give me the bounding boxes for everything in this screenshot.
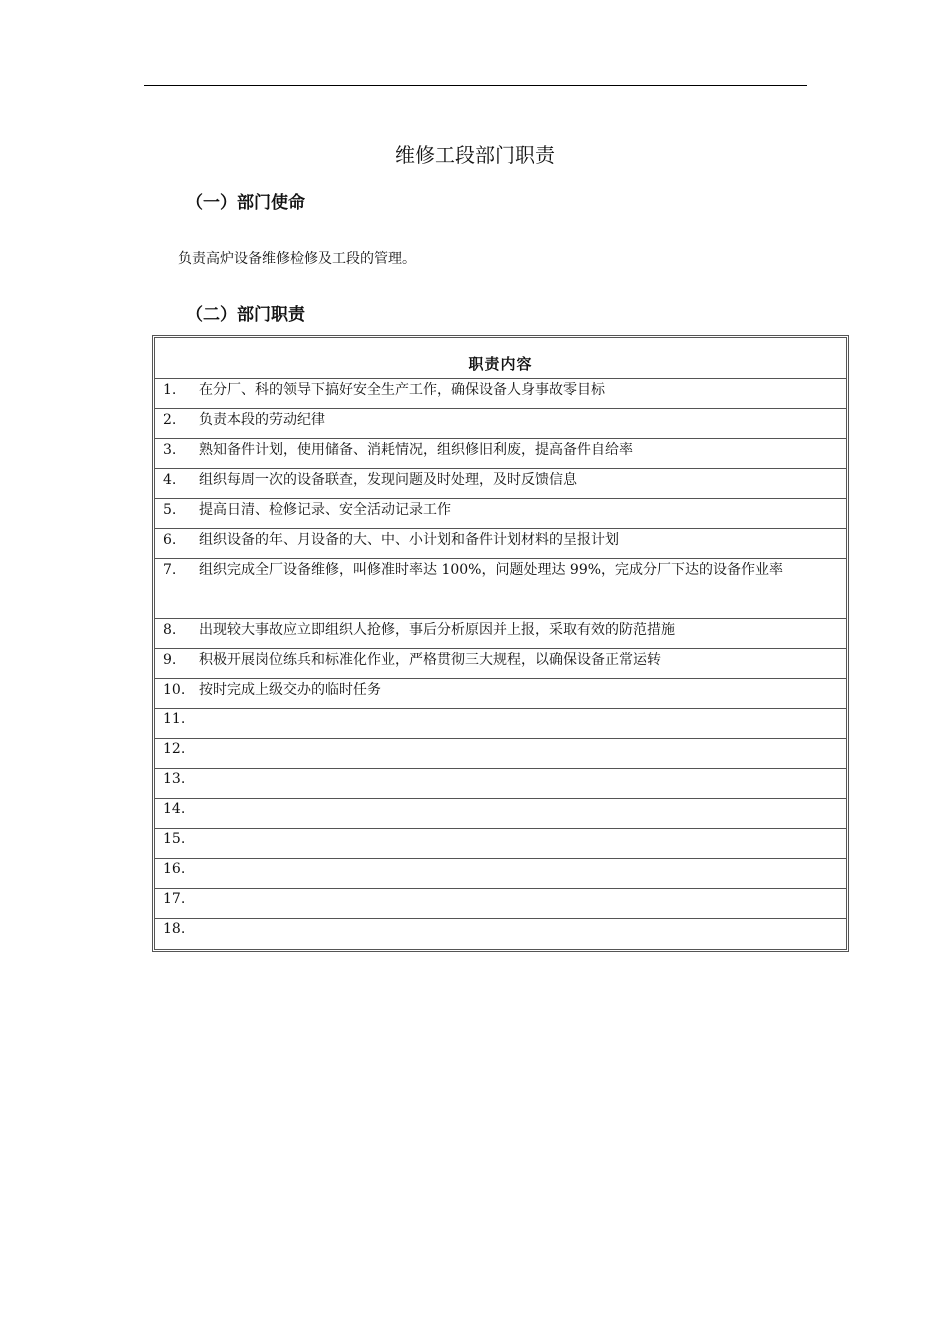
section-heading-mission: （一）部门使命 — [186, 193, 305, 213]
row-text: 组织设备的年、月设备的大、中、小计划和备件计划材料的呈报计划 — [199, 532, 619, 548]
row-text: 负责本段的劳动纪律 — [199, 412, 325, 428]
section-heading-duties: （二）部门职责 — [186, 305, 305, 325]
table-row — [155, 829, 846, 859]
table-row — [155, 529, 846, 559]
table-row — [155, 679, 846, 709]
row-text — [199, 829, 846, 858]
row-text: 积极开展岗位练兵和标准化作业，严格贯彻三大规程，以确保设备正常运转 — [199, 652, 661, 668]
row-text — [199, 739, 846, 768]
duty-table — [152, 335, 849, 952]
row-number: 6. — [163, 532, 177, 548]
row-number: 5. — [163, 502, 177, 518]
row-text — [199, 889, 846, 918]
table-row — [155, 619, 846, 649]
row-number: 3. — [163, 442, 177, 458]
row-number: 8. — [163, 622, 177, 638]
table-row — [155, 409, 846, 439]
row-text — [199, 769, 846, 798]
row-number: 4. — [163, 472, 177, 488]
row-text — [199, 859, 846, 888]
row-text — [199, 709, 846, 738]
table-row — [155, 889, 846, 919]
row-number: 15. — [163, 831, 186, 847]
row-text — [199, 919, 846, 949]
row-number: 9. — [163, 652, 177, 668]
row-number: 16. — [163, 861, 186, 877]
row-text — [199, 799, 846, 828]
table-row — [155, 739, 846, 769]
row-text: 熟知备件计划，使用储备、消耗情况，组织修旧利废，提高备件自给率 — [199, 442, 633, 458]
row-number: 17. — [163, 891, 186, 907]
row-number: 18. — [163, 921, 186, 937]
row-number: 13. — [163, 771, 186, 787]
mission-text: 负责高炉设备维修检修及工段的管理。 — [178, 251, 416, 267]
row-number: 12. — [163, 741, 186, 757]
row-number: 14. — [163, 801, 186, 817]
table-row — [155, 439, 846, 469]
table-row — [155, 919, 846, 949]
row-number: 1. — [163, 382, 177, 398]
row-text: 按时完成上级交办的临时任务 — [199, 682, 381, 698]
table-row — [155, 379, 846, 409]
table-row — [155, 559, 846, 619]
table-row — [155, 859, 846, 889]
row-text: 提高日清、检修记录、安全活动记录工作 — [199, 502, 451, 518]
table-row — [155, 499, 846, 529]
table-row — [155, 799, 846, 829]
table-row — [155, 469, 846, 499]
row-text: 组织每周一次的设备联查，发现问题及时处理，及时反馈信息 — [199, 472, 577, 488]
document-title: 维修工段部门职责 — [395, 143, 555, 167]
row-text: 出现较大事故应立即组织人抢修，事后分析原因并上报，采取有效的防范措施 — [199, 622, 675, 638]
row-number: 2. — [163, 412, 177, 428]
row-number: 7. — [163, 562, 177, 578]
table-row — [155, 709, 846, 739]
row-number: 10. — [163, 682, 186, 698]
row-text: 组织完成全厂设备维修，叫修准时率达 100%，问题处理达 99%，完成分厂下达的设备作业率 — [199, 562, 784, 578]
row-number: 11. — [163, 711, 186, 727]
header-rule — [144, 85, 807, 86]
table-row — [155, 649, 846, 679]
table-row — [155, 769, 846, 799]
row-text: 在分厂、科的领导下搞好安全生产工作，确保设备人身事故零目标 — [199, 382, 605, 398]
table-header: 职责内容 — [155, 338, 846, 379]
